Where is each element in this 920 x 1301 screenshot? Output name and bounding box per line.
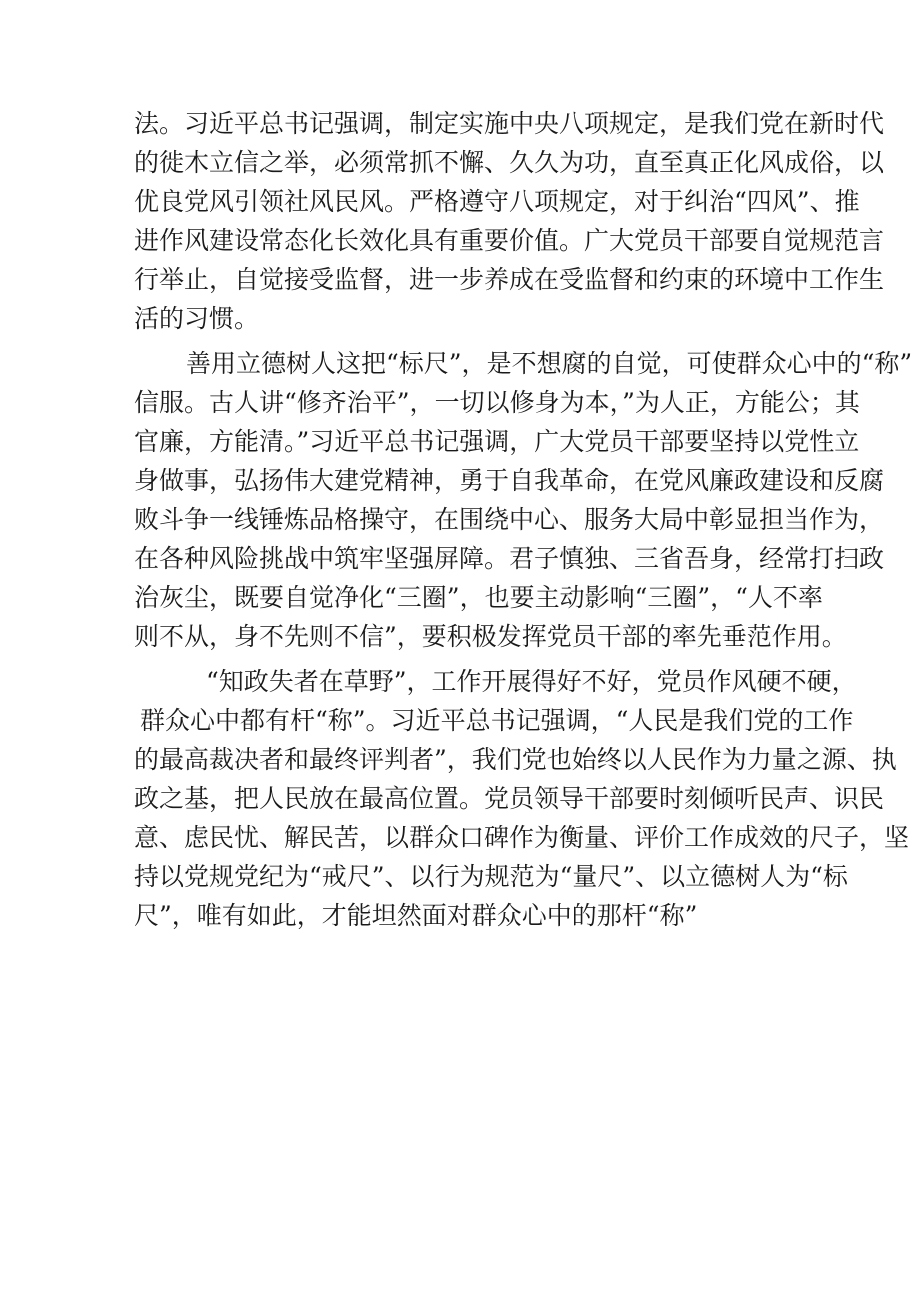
text-line: 意、虑民忧、解民苦，以群众口碑作为衡量、评价工作成效的尺子，坚	[134, 823, 910, 852]
text-line: 在各种风险挑战中筑牢坚强屏障。君子慎独、三省吾身，经常打扫政	[134, 544, 885, 573]
text-line: 的最高裁决者和最终评判者”，我们党也始终以人民作为力量之源、执	[134, 745, 897, 774]
text-line: 法。习近平总书记强调，制定实施中央八项规定，是我们党在新时代	[134, 109, 885, 138]
paragraph-1	[134, 104, 885, 338]
text-line: 败斗争一线锤炼品格操守，在围绕中心、服务大局中彰显担当作为，	[134, 505, 885, 534]
text-line: 官廉，方能清。”习近平总书记强调，广大党员干部要坚持以党性立	[134, 427, 860, 456]
text-line: 善用立德树人这把“标尺”，是不想腐的自觉，可使群众心中的“称”	[186, 349, 913, 378]
text-line: “知政失者在草野”，工作开展得好不好，党员作风硬不硬，	[206, 667, 857, 696]
text-line: 身做事，弘扬伟大建党精神，勇于自我革命，在党风廉政建设和反腐	[134, 466, 885, 495]
document-body	[134, 104, 913, 935]
paragraph-2	[134, 344, 913, 656]
text-line: 活的习惯。	[134, 304, 260, 333]
text-line: 进作风建设常态化长效化具有重要价值。广大党员干部要自觉规范言	[134, 226, 885, 255]
text-line: 信服。古人讲“修齐治平”，一切以修身为本，”为人正，方能公；其	[134, 388, 860, 417]
text-line: 尺”，唯有如此，才能坦然面对群众心中的那杆“称”	[134, 901, 698, 930]
text-line: 群众心中都有杆“称”。习近平总书记强调，“人民是我们党的工作	[140, 706, 854, 735]
text-line: 则不从，身不先则不信”，要积极发挥党员干部的率先垂范作用。	[134, 622, 847, 651]
text-line: 政之基，把人民放在最高位置。党员领导干部要时刻倾听民声、识民	[134, 784, 885, 813]
paragraph-3	[134, 662, 910, 935]
text-line: 的徙木立信之举，必须常抓不懈、久久为功，直至真正化风成俗，以	[134, 148, 885, 177]
text-line: 行举止，自觉接受监督，进一步养成在受监督和约束的环境中工作生	[134, 265, 885, 294]
text-line: 优良党风引领社风民风。严格遵守八项规定，对于纠治“四风”、推	[134, 187, 860, 216]
text-line: 治灰尘，既要自觉净化“三圈”，也要主动影响“三圈”，“人不率	[134, 583, 823, 612]
text-line: 持以党规党纪为“戒尺”、以行为规范为“量尺”、以立德树人为“标	[134, 862, 848, 891]
